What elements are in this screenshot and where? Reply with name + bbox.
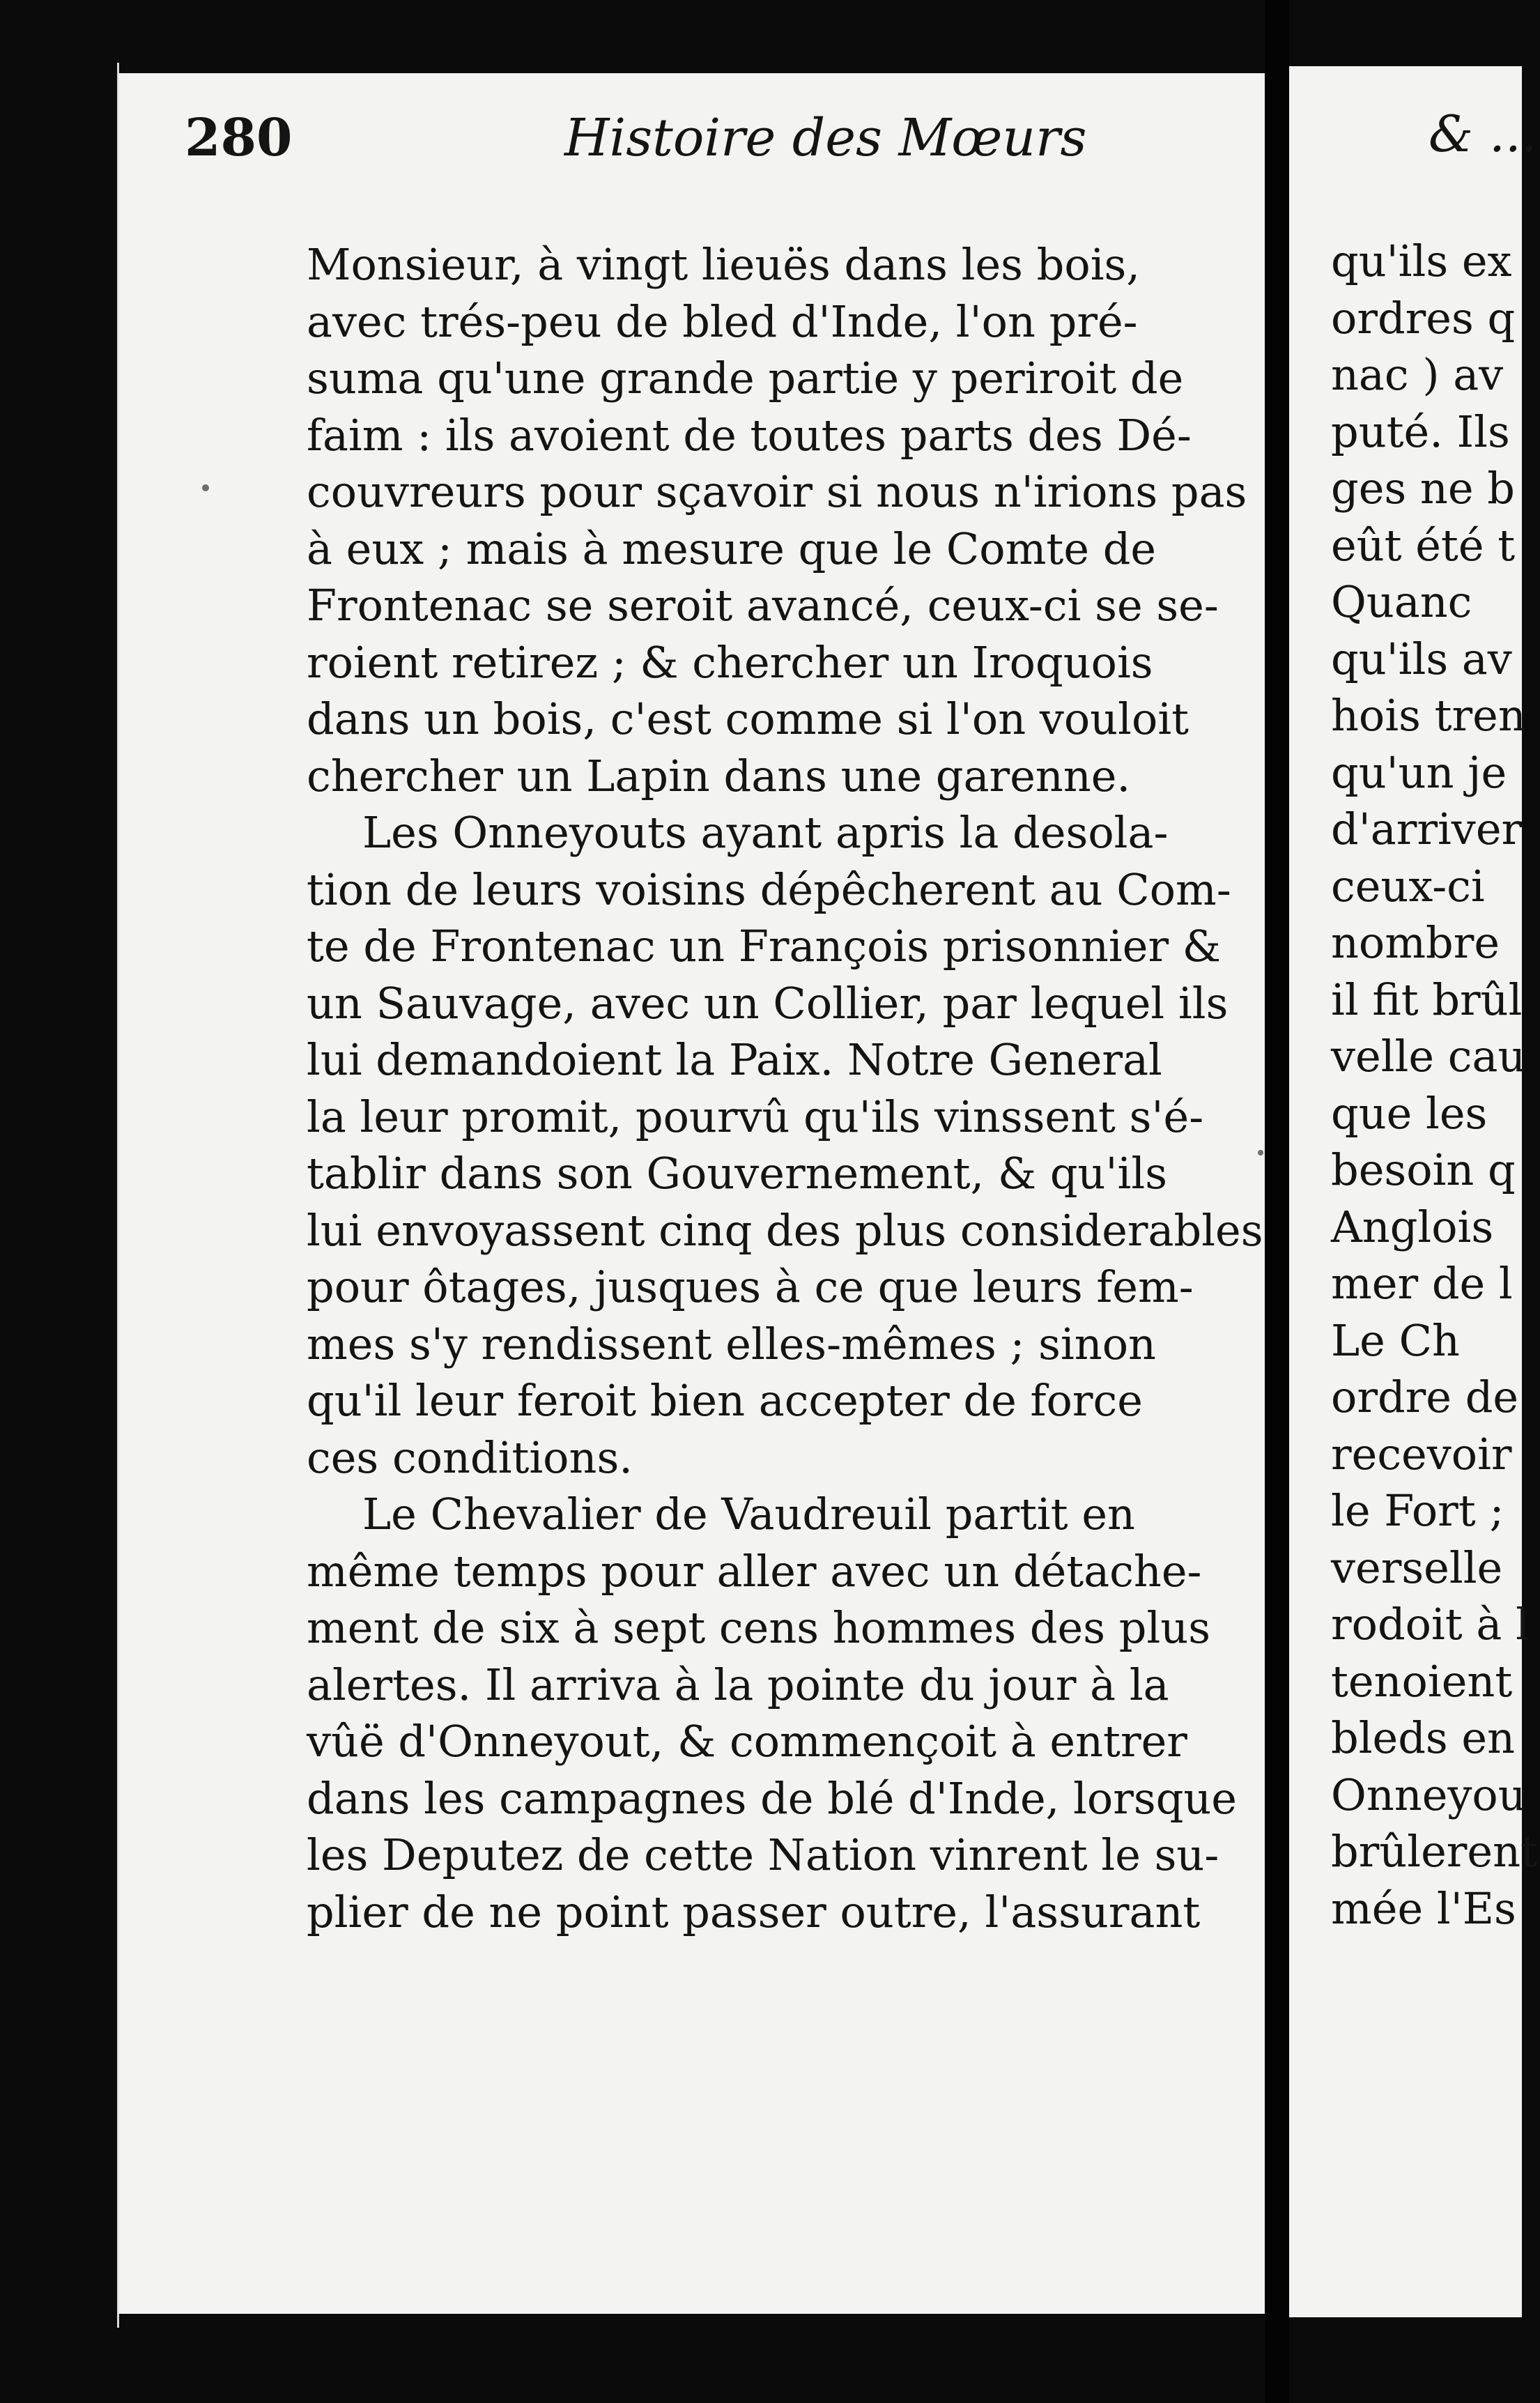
text-line: d'arriver <box>1331 804 1523 854</box>
text-line: ges ne b <box>1331 463 1515 514</box>
text-line: il fit brûl <box>1331 974 1523 1025</box>
text-line: besoin q <box>1331 1144 1516 1195</box>
text-line: Monsieur, à vingt lieuës dans les bois, <box>307 239 1141 290</box>
text-line: Frontenac se seroit avancé, ceux-ci se se- <box>307 580 1219 631</box>
text-line: Anglois <box>1331 1201 1494 1252</box>
text-line: lui envoyassent cinq des plus considerables <box>307 1204 1263 1256</box>
text-line: mée l'Es <box>1331 1882 1516 1934</box>
text-line: la leur promit, pourvû qu'ils vinssent s'é- <box>307 1091 1204 1142</box>
right-page-header: & ... <box>1429 105 1537 163</box>
text-line: un Sauvage, avec un Collier, par lequel ils <box>307 977 1229 1029</box>
running-title: Histoire des Mœurs <box>564 108 1087 168</box>
text-line: velle cau <box>1331 1031 1526 1082</box>
text-line: ordre de <box>1331 1372 1519 1422</box>
text-line: qu'il leur feroit bien accepter de force <box>307 1375 1143 1426</box>
text-line: vûë d'Onneyout, & commençoit à entrer <box>307 1716 1187 1767</box>
text-line: le Fort ; <box>1331 1485 1504 1536</box>
ink-speck <box>1258 1150 1263 1156</box>
text-line: brûlerent <box>1331 1826 1538 1877</box>
text-line: ordres q <box>1331 292 1516 344</box>
text-line: faim : ils avoient de toutes parts des Dé- <box>307 409 1192 461</box>
text-line: tion de leurs voisins dépêcherent au Com- <box>307 863 1231 915</box>
text-line: Quanc <box>1331 576 1472 627</box>
text-line: ces conditions. <box>307 1431 633 1483</box>
text-line: Les Onneyouts ayant apris la desola- <box>362 807 1169 858</box>
text-line: mes s'y rendissent elles-mêmes ; sinon <box>307 1318 1156 1369</box>
binding-gutter <box>1265 0 1289 2403</box>
text-line: tenoient <box>1331 1655 1513 1707</box>
text-line: alertes. Il arriva à la pointe du jour à la <box>307 1659 1169 1710</box>
text-line: dans un bois, c'est comme si l'on vouloit <box>307 693 1189 744</box>
ink-speck <box>202 484 209 491</box>
page-number: 280 <box>185 108 293 168</box>
text-line: bleds en <box>1331 1712 1516 1763</box>
text-line: hois tren <box>1331 690 1526 741</box>
text-line: avec trés-peu de bled d'Inde, l'on pré- <box>307 295 1138 347</box>
text-line: nac ) av <box>1331 349 1504 400</box>
text-line: recevoir <box>1331 1428 1512 1480</box>
text-line: à eux ; mais à mesure que le Comte de <box>307 523 1157 574</box>
text-line: lui demandoient la Paix. Notre General <box>307 1034 1162 1085</box>
text-line: roient retirez ; & chercher un Iroquois <box>307 636 1153 688</box>
text-line: nombre <box>1331 917 1500 968</box>
text-line: Onneyou <box>1331 1769 1526 1820</box>
text-line: eût été t <box>1331 519 1516 571</box>
text-line: qu'ils ex <box>1331 236 1512 286</box>
text-line: ment de six à sept cens hommes des plus <box>307 1602 1211 1653</box>
text-line: suma qu'une grande partie y periroit de <box>307 353 1184 404</box>
text-line: couvreurs pour sçavoir si nous n'irions pas <box>307 466 1247 517</box>
text-line: chercher un Lapin dans une garenne. <box>307 750 1131 801</box>
text-line: pour ôtages, jusques à ce que leurs fem- <box>307 1261 1194 1312</box>
text-line: Le Chevalier de Vaudreuil partit en <box>362 1489 1135 1540</box>
text-line: mer de l <box>1331 1258 1513 1309</box>
text-line: les Deputez de cette Nation vinrent le su- <box>307 1829 1219 1880</box>
text-line: puté. Ils <box>1331 406 1510 457</box>
text-line: te de Frontenac un François prisonnier & <box>307 921 1221 972</box>
text-line: que les <box>1331 1087 1488 1139</box>
text-line: rodoit à l <box>1331 1599 1530 1650</box>
text-line: qu'ils av <box>1331 633 1512 684</box>
text-line: ceux-ci <box>1331 860 1485 912</box>
text-line: tablir dans son Gouvernement, & qu'ils <box>307 1148 1168 1199</box>
text-line: qu'un je <box>1331 746 1507 798</box>
text-line: plier de ne point passer outre, l'assurant <box>307 1886 1201 1937</box>
text-line: verselle <box>1331 1542 1503 1593</box>
text-line: même temps pour aller avec un détache- <box>307 1545 1202 1597</box>
text-line: Le Ch <box>1331 1314 1460 1366</box>
text-line: dans les campagnes de blé d'Inde, lorsque <box>307 1772 1237 1824</box>
